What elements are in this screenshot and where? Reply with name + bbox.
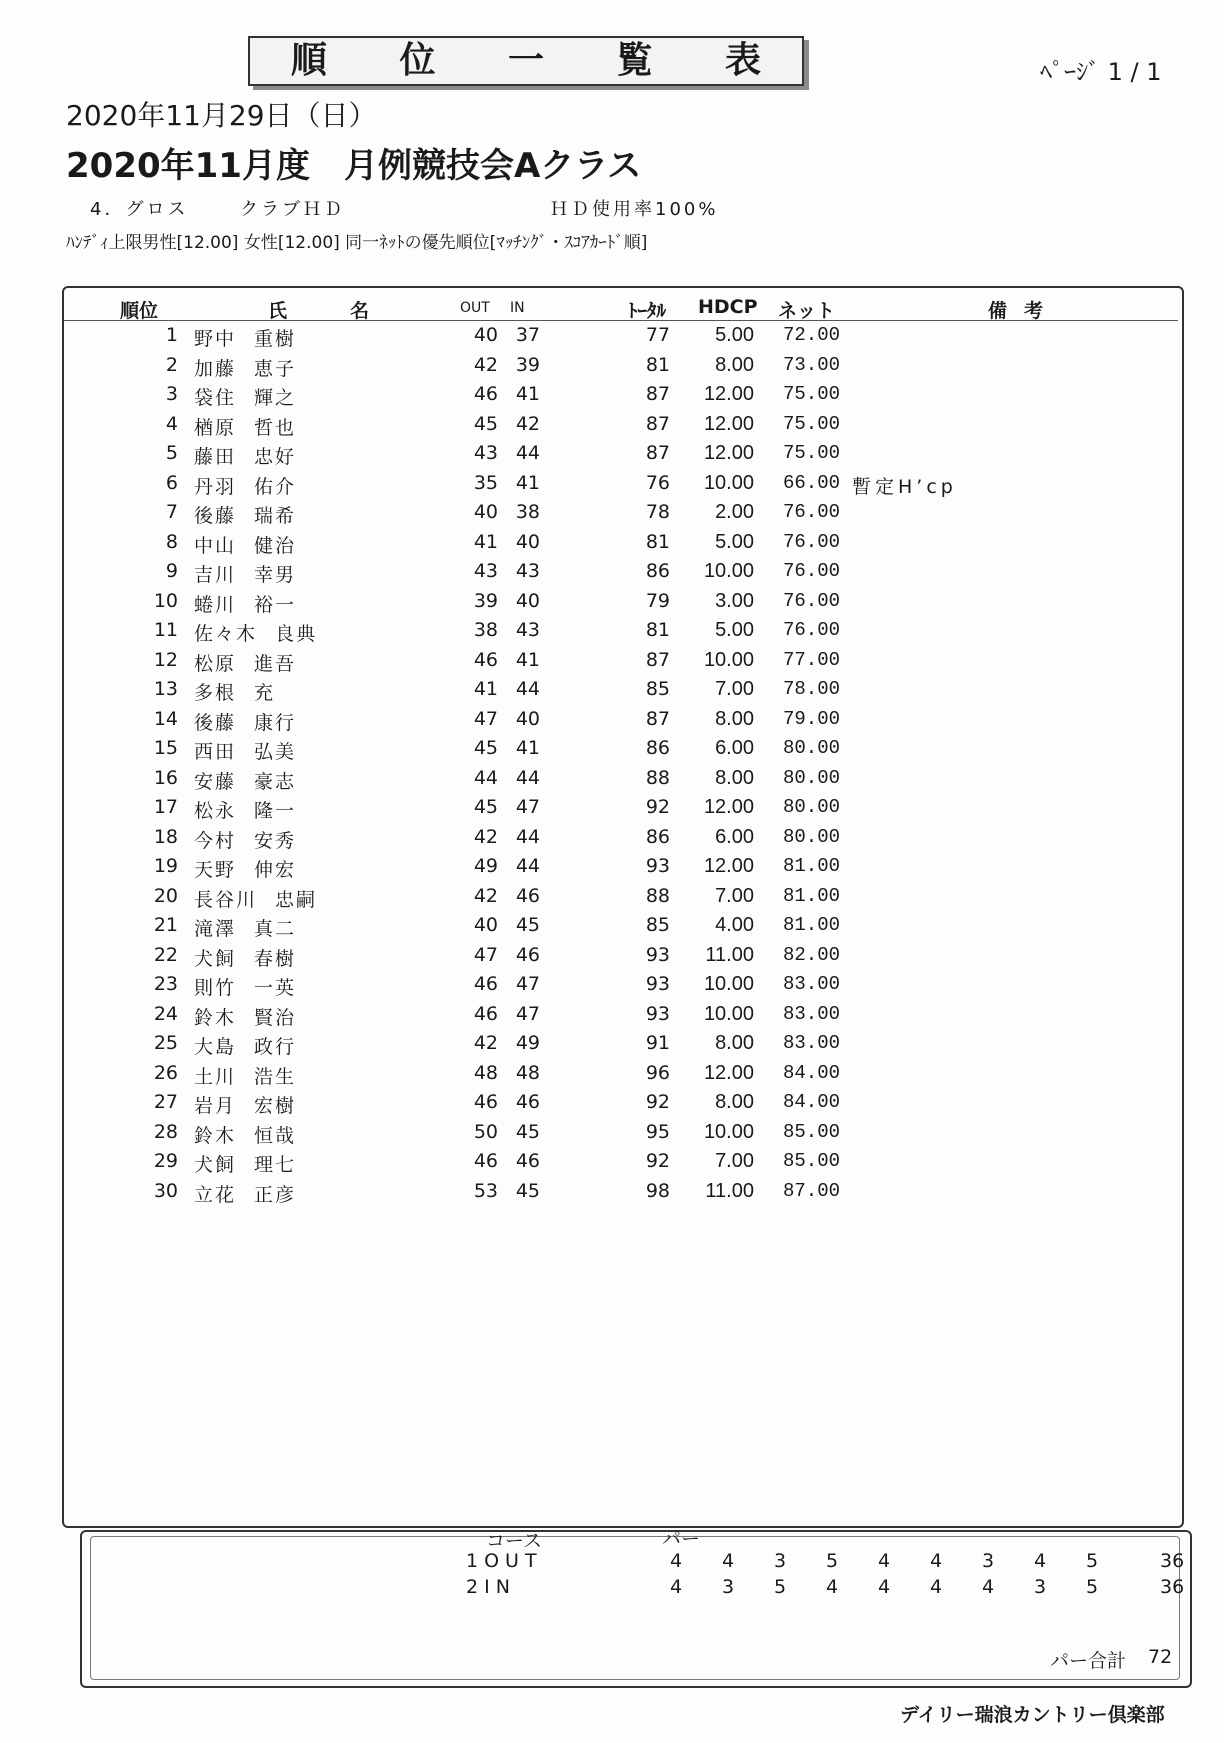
table-row [0, 558, 1224, 588]
total-score-cell: 85 [645, 678, 670, 700]
net-score-cell: 83.00 [782, 1032, 840, 1054]
name-cell: 犬飼 理七 [194, 1154, 297, 1176]
hdcp-cell: 7.00 [715, 1150, 754, 1172]
hole-par: 4 [721, 1550, 735, 1572]
hole-par: 3 [981, 1550, 995, 1572]
total-score-cell: 79 [645, 589, 670, 612]
rank-cell: 27 [153, 1091, 178, 1113]
col-rank: 順位 [120, 300, 159, 322]
total-score-cell: 92 [645, 1091, 670, 1113]
table-row [0, 529, 1224, 559]
in-score-cell: 46 [515, 1150, 540, 1172]
rank-cell: 1 [165, 324, 178, 346]
out-score-cell: 42 [473, 1032, 498, 1054]
in-score-cell: 42 [515, 412, 540, 435]
total-score-cell: 87 [645, 707, 670, 730]
rank-cell: 18 [153, 825, 178, 848]
hole-par: 4 [929, 1550, 943, 1572]
out-score-cell: 46 [473, 648, 498, 671]
total-score-cell: 91 [645, 1032, 670, 1054]
net-score-cell: 73.00 [782, 353, 840, 376]
table-row [0, 1030, 1224, 1060]
table-row [0, 735, 1224, 765]
name-cell: 鈴木 賢治 [194, 1006, 297, 1029]
condition-hd: クラブＨＤ [240, 199, 345, 220]
out-score-cell: 53 [473, 1179, 498, 1202]
total-score-cell: 88 [645, 884, 670, 907]
net-score-cell: 76.00 [782, 501, 840, 523]
rank-cell: 15 [153, 737, 178, 759]
hdcp-cell: 5.00 [715, 324, 754, 346]
hole-par: 5 [1085, 1550, 1099, 1572]
total-score-cell: 81 [645, 619, 670, 641]
out-score-cell: 46 [473, 1002, 498, 1025]
out-score-cell: 42 [473, 353, 498, 376]
course-line-name: 2IN [466, 1576, 516, 1598]
col-total: ﾄｰﾀﾙ [628, 300, 667, 322]
table-row [0, 1001, 1224, 1031]
hdcp-cell: 10.00 [703, 973, 754, 995]
page-title: 順 位 一 覧 表 [290, 40, 792, 81]
out-score-cell: 45 [473, 412, 498, 435]
name-cell: 松永 隆一 [194, 800, 297, 822]
hdcp-cell: 8.00 [715, 1032, 754, 1054]
hdcp-cell: 10.00 [703, 648, 754, 671]
hole-par: 4 [929, 1576, 943, 1598]
net-score-cell: 75.00 [782, 383, 840, 405]
out-score-cell: 40 [473, 914, 498, 936]
in-score-cell: 43 [515, 619, 540, 641]
net-score-cell: 83.00 [782, 1002, 840, 1025]
out-score-cell: 40 [473, 501, 498, 523]
total-score-cell: 93 [645, 943, 670, 966]
hdcp-cell: 10.00 [703, 560, 754, 582]
total-score-cell: 87 [645, 412, 670, 435]
total-score-cell: 86 [645, 825, 670, 848]
name-cell: 天野 伸宏 [194, 859, 297, 881]
rank-cell: 23 [153, 973, 178, 995]
name-cell: 則竹 一英 [194, 977, 297, 999]
net-score-cell: 85.00 [782, 1120, 840, 1143]
hole-par: 4 [877, 1550, 891, 1572]
col-note-2: 考 [1024, 300, 1044, 322]
table-row [0, 440, 1224, 470]
col-in: IN [510, 300, 525, 316]
table-row [0, 617, 1224, 647]
in-score-cell: 49 [515, 1032, 540, 1054]
rank-cell: 16 [153, 766, 178, 789]
course-box-inner [90, 1536, 1180, 1680]
name-cell: 土川 浩生 [194, 1065, 297, 1088]
name-cell: 安藤 豪志 [194, 770, 297, 793]
table-row [0, 942, 1224, 972]
in-score-cell: 41 [515, 471, 540, 494]
total-score-cell: 93 [645, 855, 670, 877]
net-score-cell: 80.00 [782, 737, 840, 759]
table-row [0, 853, 1224, 883]
rank-cell: 30 [153, 1179, 178, 1202]
out-score-cell: 44 [473, 766, 498, 789]
net-score-cell: 80.00 [782, 766, 840, 789]
in-score-cell: 44 [515, 678, 540, 700]
net-score-cell: 76.00 [782, 619, 840, 641]
table-row [0, 470, 1224, 500]
hole-par: 5 [825, 1550, 839, 1572]
rank-cell: 11 [153, 619, 178, 641]
in-score-cell: 44 [515, 766, 540, 789]
hdcp-cell: 5.00 [715, 619, 754, 641]
hole-par: 4 [669, 1576, 683, 1598]
hdcp-cell: 6.00 [715, 737, 754, 759]
table-row [0, 912, 1224, 942]
course-line-total: 36 [1160, 1576, 1185, 1598]
col-note-1: 備 [988, 300, 1008, 322]
page-number: ﾍﾟｰｼﾞ 1 / 1 [1040, 58, 1162, 86]
table-row [0, 322, 1224, 352]
hdcp-cell: 7.00 [715, 884, 754, 907]
hdcp-cell: 12.00 [703, 412, 754, 435]
total-score-cell: 81 [645, 530, 670, 553]
name-cell: 松原 進吾 [194, 652, 297, 675]
table-row [0, 1119, 1224, 1149]
in-score-cell: 40 [515, 707, 540, 730]
total-score-cell: 86 [645, 560, 670, 582]
total-score-cell: 77 [645, 324, 670, 346]
hdcp-cell: 8.00 [715, 353, 754, 376]
total-score-cell: 86 [645, 737, 670, 759]
hdcp-cell: 8.00 [715, 707, 754, 730]
out-score-cell: 45 [473, 737, 498, 759]
table-row [0, 706, 1224, 736]
rank-cell: 21 [153, 914, 178, 936]
total-score-cell: 87 [645, 383, 670, 405]
name-cell: 加藤 恵子 [194, 357, 297, 380]
in-score-cell: 45 [515, 1120, 540, 1143]
name-cell: 藤田 忠好 [194, 446, 297, 468]
rank-cell: 29 [153, 1150, 178, 1172]
hdcp-cell: 2.00 [715, 501, 754, 523]
in-score-cell: 45 [515, 914, 540, 936]
header-divider [64, 320, 1178, 321]
out-score-cell: 43 [473, 442, 498, 464]
name-cell: 犬飼 春樹 [194, 947, 297, 970]
table-row [0, 1060, 1224, 1090]
net-score-cell: 72.00 [782, 324, 840, 346]
rank-cell: 5 [165, 442, 178, 464]
table-row [0, 1089, 1224, 1119]
total-score-cell: 92 [645, 1150, 670, 1172]
course-line-total: 36 [1160, 1550, 1185, 1572]
name-cell: 佐々木 良典 [194, 623, 318, 645]
rank-cell: 13 [153, 678, 178, 700]
in-score-cell: 44 [515, 855, 540, 877]
name-cell: 中山 健治 [194, 534, 297, 557]
table-row [0, 647, 1224, 677]
in-score-cell: 47 [515, 1002, 540, 1025]
hdcp-cell: 12.00 [703, 1061, 754, 1084]
hdcp-cell: 6.00 [715, 825, 754, 848]
net-score-cell: 81.00 [782, 855, 840, 877]
hdcp-cell: 12.00 [703, 442, 754, 464]
out-score-cell: 46 [473, 1150, 498, 1172]
out-score-cell: 49 [473, 855, 498, 877]
net-score-cell: 79.00 [782, 707, 840, 730]
name-cell: 蜷川 裕一 [194, 593, 297, 616]
hole-par: 5 [1085, 1576, 1099, 1598]
hdcp-cell: 7.00 [715, 678, 754, 700]
in-score-cell: 37 [515, 324, 540, 346]
par-total: 72 [1148, 1646, 1173, 1668]
table-row [0, 794, 1224, 824]
name-cell: 長谷川 忠嗣 [194, 888, 318, 911]
out-score-cell: 50 [473, 1120, 498, 1143]
name-cell: 丹羽 佑介 [194, 475, 297, 498]
in-score-cell: 44 [515, 442, 540, 464]
name-cell: 野中 重樹 [194, 328, 297, 350]
hole-par: 4 [981, 1576, 995, 1598]
total-score-cell: 95 [645, 1120, 670, 1143]
net-score-cell: 84.00 [782, 1061, 840, 1084]
total-score-cell: 87 [645, 442, 670, 464]
rank-cell: 8 [165, 530, 178, 553]
in-score-cell: 43 [515, 560, 540, 582]
rank-cell: 9 [165, 560, 178, 582]
in-score-cell: 40 [515, 530, 540, 553]
out-score-cell: 42 [473, 825, 498, 848]
in-score-cell: 46 [515, 943, 540, 966]
net-score-cell: 75.00 [782, 442, 840, 464]
name-cell: 大島 政行 [194, 1036, 297, 1058]
net-score-cell: 77.00 [782, 648, 840, 671]
out-score-cell: 41 [473, 530, 498, 553]
hole-par: 4 [1033, 1550, 1047, 1572]
rank-cell: 25 [153, 1032, 178, 1054]
course-line-name: 1OUT [466, 1550, 543, 1572]
net-score-cell: 80.00 [782, 796, 840, 818]
out-score-cell: 39 [473, 589, 498, 612]
total-score-cell: 98 [645, 1179, 670, 1202]
hdcp-cell: 11.00 [705, 943, 754, 966]
name-cell: 岩月 宏樹 [194, 1095, 297, 1117]
in-score-cell: 46 [515, 884, 540, 907]
in-score-cell: 41 [515, 383, 540, 405]
total-score-cell: 93 [645, 973, 670, 995]
col-hdcp: HDCP [698, 296, 758, 318]
par-label: パー [662, 1528, 701, 1550]
name-cell: 吉川 幸男 [194, 564, 297, 586]
out-score-cell: 47 [473, 943, 498, 966]
table-row [0, 676, 1224, 706]
net-score-cell: 81.00 [782, 914, 840, 936]
name-cell: 後藤 瑞希 [194, 505, 297, 527]
col-out: OUT [460, 300, 490, 316]
in-score-cell: 46 [515, 1091, 540, 1113]
hole-par: 3 [1033, 1576, 1047, 1598]
in-score-cell: 41 [515, 648, 540, 671]
event-name: 2020年11月度 月例競技会Aクラス [66, 146, 642, 186]
total-score-cell: 92 [645, 796, 670, 818]
title-box [248, 36, 804, 86]
out-score-cell: 47 [473, 707, 498, 730]
rank-cell: 12 [153, 648, 178, 671]
rank-cell: 19 [153, 855, 178, 877]
name-cell: 西田 弘美 [194, 741, 297, 763]
in-score-cell: 47 [515, 796, 540, 818]
col-net: ネット [778, 300, 836, 322]
rank-cell: 22 [153, 943, 178, 966]
net-score-cell: 76.00 [782, 560, 840, 582]
results-table [0, 322, 1224, 1207]
out-score-cell: 41 [473, 678, 498, 700]
hdcp-cell: 11.00 [705, 1179, 754, 1202]
out-score-cell: 38 [473, 619, 498, 641]
out-score-cell: 35 [473, 471, 498, 494]
out-score-cell: 40 [473, 324, 498, 346]
table-row [0, 765, 1224, 795]
table-row [0, 499, 1224, 529]
course-label: コース [486, 1530, 543, 1552]
name-cell: 楢原 哲也 [194, 416, 297, 439]
rank-cell: 28 [153, 1120, 178, 1143]
hdcp-cell: 8.00 [715, 1091, 754, 1113]
net-score-cell: 84.00 [782, 1091, 840, 1113]
net-score-cell: 83.00 [782, 973, 840, 995]
rank-cell: 17 [153, 796, 178, 818]
out-score-cell: 46 [473, 383, 498, 405]
table-row [0, 1178, 1224, 1208]
hole-par: 5 [773, 1576, 787, 1598]
out-score-cell: 48 [473, 1061, 498, 1084]
net-score-cell: 87.00 [782, 1179, 840, 1202]
rank-cell: 14 [153, 707, 178, 730]
table-row [0, 381, 1224, 411]
rank-cell: 3 [165, 383, 178, 405]
table-row [0, 971, 1224, 1001]
in-score-cell: 40 [515, 589, 540, 612]
net-score-cell: 76.00 [782, 530, 840, 553]
in-score-cell: 44 [515, 825, 540, 848]
net-score-cell: 80.00 [782, 825, 840, 848]
hdcp-cell: 4.00 [715, 914, 754, 936]
name-cell: 今村 安秀 [194, 829, 297, 852]
par-total-label: パー合計 [1050, 1650, 1127, 1672]
hdcp-cell: 12.00 [703, 855, 754, 877]
hole-par: 3 [721, 1576, 735, 1598]
in-score-cell: 39 [515, 353, 540, 376]
in-score-cell: 41 [515, 737, 540, 759]
hdcp-cell: 5.00 [715, 530, 754, 553]
net-score-cell: 66.00 [782, 471, 840, 494]
total-score-cell: 78 [645, 501, 670, 523]
club-name: デイリー瑞浪カントリー倶楽部 [900, 1704, 1165, 1726]
hole-par: 3 [773, 1550, 787, 1572]
condition-type: 4．グロス [90, 199, 189, 220]
table-row [0, 588, 1224, 618]
in-score-cell: 47 [515, 973, 540, 995]
col-name-2: 名 [350, 300, 370, 322]
name-cell: 多根 充 [194, 682, 276, 704]
net-score-cell: 82.00 [782, 943, 840, 966]
rank-cell: 10 [153, 589, 178, 612]
rank-cell: 4 [165, 412, 178, 435]
total-score-cell: 88 [645, 766, 670, 789]
handicap-rules: ﾊﾝﾃﾞｨ上限男性[12.00] 女性[12.00] 同一ﾈｯﾄの優先順位[ﾏｯﾁﾝｸﾞ・ｽｺｱｶｰﾄﾞ順] [66, 233, 648, 253]
out-score-cell: 46 [473, 973, 498, 995]
out-score-cell: 43 [473, 560, 498, 582]
net-score-cell: 85.00 [782, 1150, 840, 1172]
hdcp-cell: 12.00 [703, 796, 754, 818]
table-row [0, 1148, 1224, 1178]
total-score-cell: 96 [645, 1061, 670, 1084]
table-row [0, 352, 1224, 382]
total-score-cell: 85 [645, 914, 670, 936]
hdcp-cell: 10.00 [703, 1120, 754, 1143]
hole-par: 4 [877, 1576, 891, 1598]
rank-cell: 7 [165, 501, 178, 523]
hdcp-cell: 3.00 [715, 589, 754, 612]
total-score-cell: 87 [645, 648, 670, 671]
in-score-cell: 45 [515, 1179, 540, 1202]
rank-cell: 2 [165, 353, 178, 376]
in-score-cell: 48 [515, 1061, 540, 1084]
name-cell: 滝澤 真二 [194, 918, 297, 940]
out-score-cell: 42 [473, 884, 498, 907]
in-score-cell: 38 [515, 501, 540, 523]
event-date: 2020年11月29日（日） [66, 99, 377, 132]
rank-cell: 6 [165, 471, 178, 494]
hole-par: 4 [825, 1576, 839, 1598]
col-name-1: 氏 [268, 300, 288, 322]
name-cell: 袋住 輝之 [194, 387, 297, 409]
rank-cell: 24 [153, 1002, 178, 1025]
table-row [0, 824, 1224, 854]
net-score-cell: 78.00 [782, 678, 840, 700]
hdcp-cell: 10.00 [703, 1002, 754, 1025]
net-score-cell: 81.00 [782, 884, 840, 907]
rank-cell: 26 [153, 1061, 178, 1084]
net-score-cell: 75.00 [782, 412, 840, 435]
name-cell: 立花 正彦 [194, 1183, 297, 1206]
hole-par: 4 [669, 1550, 683, 1572]
hdcp-cell: 10.00 [703, 471, 754, 494]
out-score-cell: 45 [473, 796, 498, 818]
hdcp-cell: 12.00 [703, 383, 754, 405]
condition-rate: ＨＤ使用率100% [550, 199, 719, 220]
out-score-cell: 46 [473, 1091, 498, 1113]
total-score-cell: 93 [645, 1002, 670, 1025]
hdcp-cell: 8.00 [715, 766, 754, 789]
note-cell: 暫定H’cp [852, 475, 957, 498]
name-cell: 鈴木 恒哉 [194, 1124, 297, 1147]
total-score-cell: 76 [645, 471, 670, 494]
net-score-cell: 76.00 [782, 589, 840, 612]
total-score-cell: 81 [645, 353, 670, 376]
table-row [0, 883, 1224, 913]
rank-cell: 20 [153, 884, 178, 907]
name-cell: 後藤 康行 [194, 711, 297, 734]
table-row [0, 411, 1224, 441]
